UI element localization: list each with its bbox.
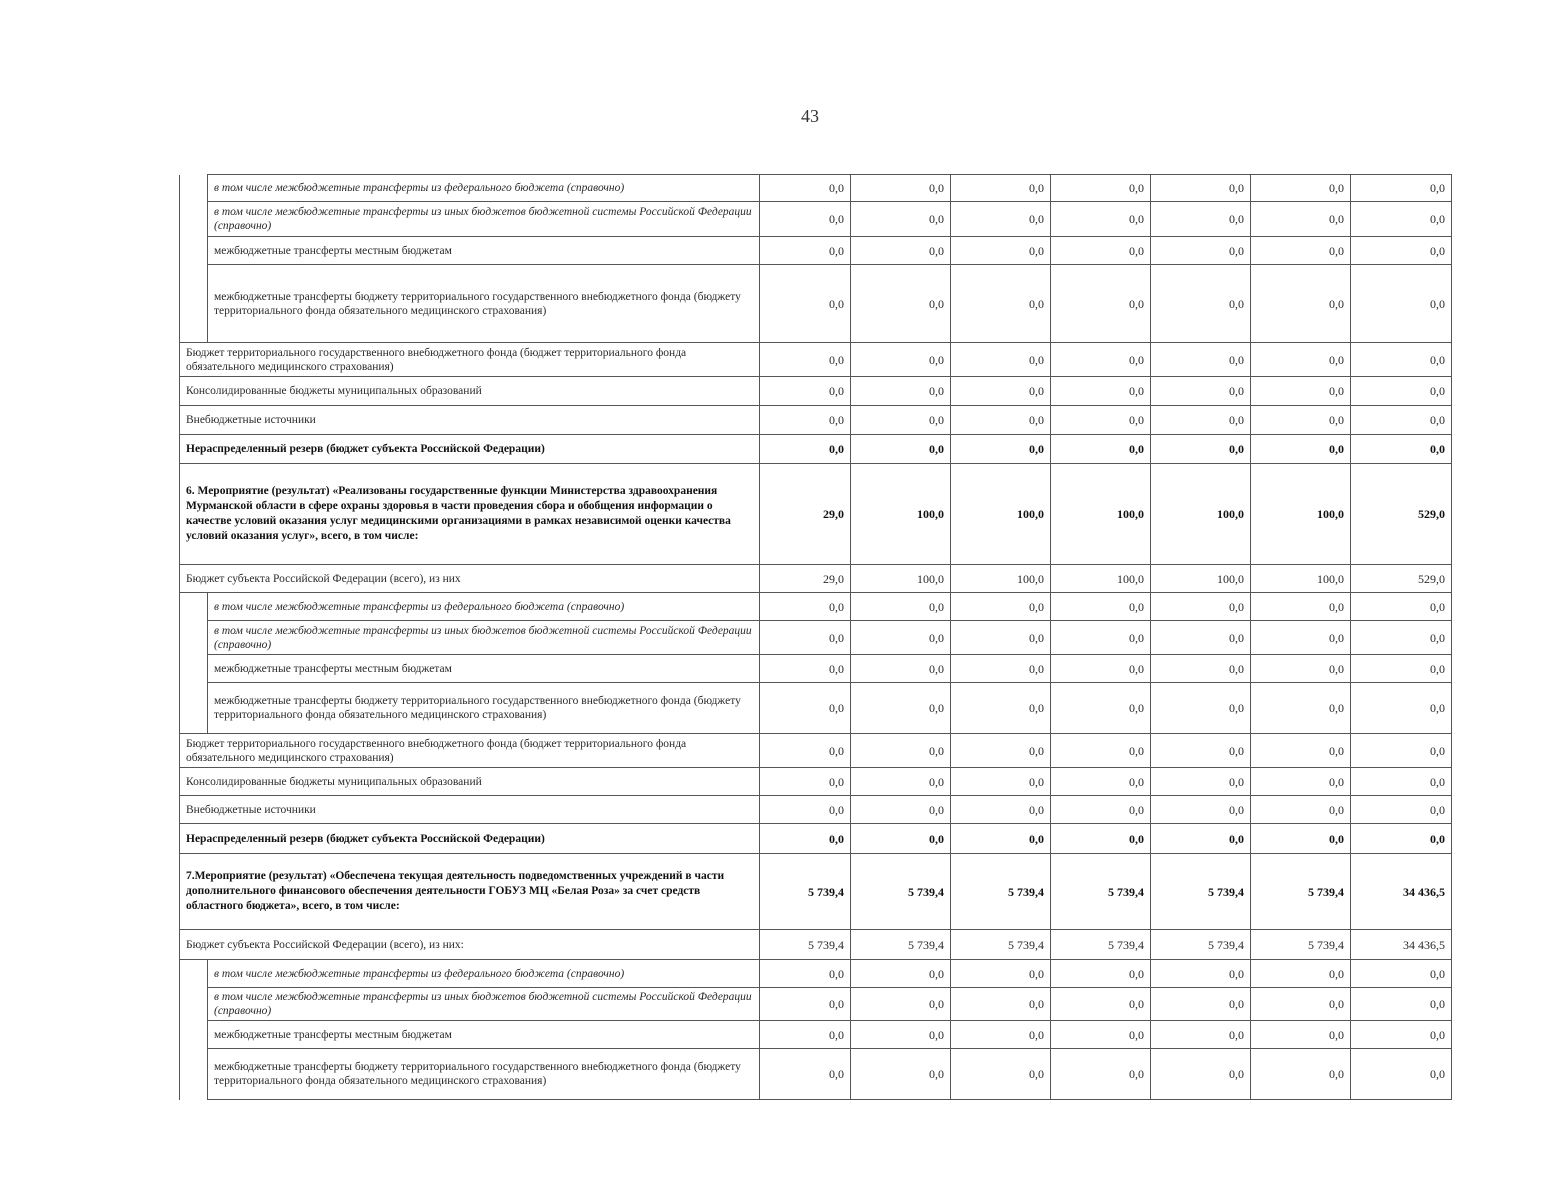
value-cell: 5 739,4: [1051, 854, 1151, 930]
indent-cell: [180, 202, 208, 237]
value-cell: 0,0: [760, 824, 851, 854]
value-cell: 0,0: [1151, 343, 1251, 377]
value-cell: 0,0: [851, 621, 951, 655]
value-cell: 5 739,4: [760, 854, 851, 930]
value-cell: 0,0: [1251, 768, 1351, 796]
row-label: межбюджетные трансферты местным бюджетам: [208, 655, 760, 683]
value-cell: 0,0: [851, 1021, 951, 1049]
table-row: [180, 1021, 1452, 1049]
value-cell: 0,0: [1351, 824, 1452, 854]
value-cell: 0,0: [1151, 824, 1251, 854]
value-cell: 0,0: [1151, 237, 1251, 265]
value-cell: 5 739,4: [1151, 854, 1251, 930]
value-cell: 29,0: [760, 464, 851, 565]
table-row: [180, 930, 1452, 960]
table-row: [180, 1049, 1452, 1100]
row-label: в том числе межбюджетные трансферты из федерального бюджета (справочно): [208, 175, 760, 202]
row-label: Консолидированные бюджеты муниципальных образований: [180, 377, 760, 406]
value-cell: 100,0: [851, 464, 951, 565]
value-cell: 0,0: [951, 237, 1051, 265]
indent-cell: [180, 621, 208, 655]
row-label: 6. Мероприятие (результат) «Реализованы государственные функции Министерства здравоохранения Мурманской области в сфере охраны здоровья в части проведения сбора и обобщения информации о качестве условий оказания услуг медицинскими организациями в рамках независимой оценки качества условий оказания услуг», всего, в том числе:: [180, 464, 760, 565]
value-cell: 0,0: [951, 435, 1051, 464]
value-cell: 5 739,4: [851, 854, 951, 930]
table-row: [180, 265, 1452, 343]
table-row: [180, 683, 1452, 734]
value-cell: 0,0: [1151, 796, 1251, 824]
table-row: [180, 377, 1452, 406]
indent-cell: [180, 960, 208, 988]
value-cell: 0,0: [760, 406, 851, 435]
value-cell: 0,0: [1351, 988, 1452, 1021]
value-cell: 100,0: [851, 565, 951, 593]
value-cell: 0,0: [1051, 683, 1151, 734]
value-cell: 0,0: [1351, 960, 1452, 988]
table-row: [180, 565, 1452, 593]
row-label: в том числе межбюджетные трансферты из иных бюджетов бюджетной системы Российской Федерации (справочно): [208, 202, 760, 237]
value-cell: 0,0: [1251, 593, 1351, 621]
value-cell: 0,0: [1151, 175, 1251, 202]
indent-cell: [180, 237, 208, 265]
value-cell: 0,0: [1151, 1021, 1251, 1049]
value-cell: 0,0: [851, 734, 951, 768]
value-cell: 0,0: [951, 683, 1051, 734]
value-cell: 5 739,4: [1151, 930, 1251, 960]
value-cell: 0,0: [951, 593, 1051, 621]
indent-cell: [180, 265, 208, 343]
value-cell: 0,0: [760, 175, 851, 202]
value-cell: 100,0: [1051, 464, 1151, 565]
value-cell: 0,0: [1051, 824, 1151, 854]
value-cell: 0,0: [1251, 796, 1351, 824]
value-cell: 0,0: [1351, 655, 1452, 683]
budget-table: [179, 174, 1452, 1100]
value-cell: 0,0: [760, 343, 851, 377]
value-cell: 0,0: [1051, 768, 1151, 796]
table-row: [180, 237, 1452, 265]
value-cell: 0,0: [1351, 343, 1452, 377]
table-row: [180, 464, 1452, 565]
value-cell: 100,0: [1151, 565, 1251, 593]
value-cell: 0,0: [951, 1021, 1051, 1049]
row-label: межбюджетные трансферты бюджету территориального государственного внебюджетного фонда (бюджету территориального фонда обязательного медицинского страхования): [208, 265, 760, 343]
value-cell: 0,0: [951, 343, 1051, 377]
value-cell: 0,0: [1151, 377, 1251, 406]
value-cell: 0,0: [1351, 621, 1452, 655]
value-cell: 0,0: [851, 655, 951, 683]
value-cell: 0,0: [951, 796, 1051, 824]
value-cell: 0,0: [760, 377, 851, 406]
row-label: Бюджет субъекта Российской Федерации (всего), из них: [180, 565, 760, 593]
table-row: [180, 343, 1452, 377]
value-cell: 0,0: [1351, 435, 1452, 464]
value-cell: 0,0: [1051, 237, 1151, 265]
value-cell: 0,0: [1251, 621, 1351, 655]
value-cell: 0,0: [1051, 960, 1151, 988]
value-cell: 0,0: [851, 237, 951, 265]
value-cell: 0,0: [951, 202, 1051, 237]
value-cell: 0,0: [1351, 377, 1452, 406]
value-cell: 0,0: [760, 593, 851, 621]
value-cell: 0,0: [1151, 406, 1251, 435]
value-cell: 0,0: [1051, 593, 1151, 621]
value-cell: 0,0: [1251, 265, 1351, 343]
value-cell: 0,0: [1051, 1049, 1151, 1100]
value-cell: 0,0: [760, 655, 851, 683]
value-cell: 0,0: [760, 768, 851, 796]
value-cell: 0,0: [1351, 734, 1452, 768]
row-label: 7.Мероприятие (результат) «Обеспечена текущая деятельность подведомственных учреждений в части дополнительного финансового обеспечения деятельности ГОБУЗ МЦ «Белая Роза» за счет средств областного бюджета», всего, в том числе:: [180, 854, 760, 930]
value-cell: 0,0: [1351, 265, 1452, 343]
table-row: [180, 960, 1452, 988]
value-cell: 0,0: [851, 593, 951, 621]
indent-cell: [180, 988, 208, 1021]
value-cell: 0,0: [760, 435, 851, 464]
table-row: [180, 175, 1452, 202]
value-cell: 0,0: [760, 621, 851, 655]
value-cell: 0,0: [1251, 824, 1351, 854]
table-row: [180, 768, 1452, 796]
value-cell: 0,0: [951, 988, 1051, 1021]
value-cell: 0,0: [1051, 435, 1151, 464]
indent-cell: [180, 683, 208, 734]
value-cell: 0,0: [1251, 343, 1351, 377]
value-cell: 0,0: [760, 988, 851, 1021]
value-cell: 0,0: [851, 377, 951, 406]
value-cell: 0,0: [851, 1049, 951, 1100]
value-cell: 0,0: [1151, 202, 1251, 237]
value-cell: 0,0: [1151, 988, 1251, 1021]
indent-cell: [180, 1049, 208, 1100]
value-cell: 0,0: [1051, 202, 1151, 237]
value-cell: 0,0: [851, 202, 951, 237]
value-cell: 0,0: [1051, 734, 1151, 768]
value-cell: 0,0: [760, 734, 851, 768]
row-label: Внебюджетные источники: [180, 796, 760, 824]
value-cell: 0,0: [851, 988, 951, 1021]
value-cell: 0,0: [1251, 377, 1351, 406]
value-cell: 0,0: [951, 734, 1051, 768]
value-cell: 0,0: [951, 960, 1051, 988]
value-cell: 0,0: [1151, 768, 1251, 796]
value-cell: 0,0: [851, 960, 951, 988]
value-cell: 0,0: [1251, 655, 1351, 683]
value-cell: 100,0: [951, 565, 1051, 593]
value-cell: 5 739,4: [1251, 854, 1351, 930]
table-row: [180, 621, 1452, 655]
table-row: [180, 435, 1452, 464]
value-cell: 0,0: [1351, 202, 1452, 237]
indent-cell: [180, 1021, 208, 1049]
value-cell: 0,0: [1351, 593, 1452, 621]
value-cell: 0,0: [1251, 1021, 1351, 1049]
value-cell: 34 436,5: [1351, 854, 1452, 930]
value-cell: 100,0: [1251, 464, 1351, 565]
value-cell: 5 739,4: [1251, 930, 1351, 960]
value-cell: 0,0: [951, 768, 1051, 796]
value-cell: 0,0: [1051, 796, 1151, 824]
value-cell: 5 739,4: [951, 854, 1051, 930]
value-cell: 0,0: [1151, 265, 1251, 343]
value-cell: 0,0: [951, 655, 1051, 683]
value-cell: 0,0: [760, 202, 851, 237]
value-cell: 529,0: [1351, 565, 1452, 593]
value-cell: 0,0: [851, 683, 951, 734]
value-cell: 5 739,4: [951, 930, 1051, 960]
value-cell: 0,0: [1151, 435, 1251, 464]
value-cell: 0,0: [1051, 343, 1151, 377]
value-cell: 0,0: [760, 960, 851, 988]
value-cell: 29,0: [760, 565, 851, 593]
value-cell: 0,0: [1251, 988, 1351, 1021]
value-cell: 0,0: [851, 343, 951, 377]
value-cell: 0,0: [1051, 988, 1151, 1021]
value-cell: 0,0: [1351, 796, 1452, 824]
table-row: [180, 796, 1452, 824]
row-label: Бюджет территориального государственного внебюджетного фонда (бюджет территориального фонда обязательного медицинского страхования): [180, 343, 760, 377]
row-label: Бюджет территориального государственного внебюджетного фонда (бюджет территориального фонда обязательного медицинского страхования): [180, 734, 760, 768]
value-cell: 529,0: [1351, 464, 1452, 565]
row-label: Внебюджетные источники: [180, 406, 760, 435]
indent-cell: [180, 655, 208, 683]
row-label: межбюджетные трансферты бюджету территориального государственного внебюджетного фонда (бюджету территориального фонда обязательного медицинского страхования): [208, 1049, 760, 1100]
value-cell: 0,0: [851, 796, 951, 824]
value-cell: 0,0: [951, 377, 1051, 406]
value-cell: 0,0: [951, 621, 1051, 655]
value-cell: 0,0: [1351, 1049, 1452, 1100]
value-cell: 0,0: [1151, 734, 1251, 768]
value-cell: 0,0: [951, 1049, 1051, 1100]
value-cell: 0,0: [1051, 655, 1151, 683]
value-cell: 0,0: [951, 265, 1051, 343]
value-cell: 0,0: [1251, 683, 1351, 734]
value-cell: 0,0: [1251, 435, 1351, 464]
value-cell: 0,0: [951, 406, 1051, 435]
value-cell: 5 739,4: [760, 930, 851, 960]
value-cell: 0,0: [851, 406, 951, 435]
value-cell: 0,0: [1151, 960, 1251, 988]
value-cell: 0,0: [1051, 1021, 1151, 1049]
value-cell: 0,0: [1351, 768, 1452, 796]
indent-cell: [180, 593, 208, 621]
table-row: [180, 854, 1452, 930]
row-label: межбюджетные трансферты местным бюджетам: [208, 237, 760, 265]
value-cell: 0,0: [1351, 1021, 1452, 1049]
row-label: межбюджетные трансферты бюджету территориального государственного внебюджетного фонда (бюджету территориального фонда обязательного медицинского страхования): [208, 683, 760, 734]
value-cell: 100,0: [1051, 565, 1151, 593]
value-cell: 0,0: [1051, 377, 1151, 406]
value-cell: 0,0: [1151, 1049, 1251, 1100]
value-cell: 0,0: [1351, 175, 1452, 202]
value-cell: 0,0: [1251, 734, 1351, 768]
value-cell: 5 739,4: [851, 930, 951, 960]
value-cell: 0,0: [1251, 202, 1351, 237]
table-row: [180, 655, 1452, 683]
value-cell: 0,0: [760, 683, 851, 734]
indent-cell: [180, 175, 208, 202]
value-cell: 0,0: [760, 265, 851, 343]
value-cell: 0,0: [760, 1021, 851, 1049]
row-label: Бюджет субъекта Российской Федерации (всего), из них:: [180, 930, 760, 960]
value-cell: 0,0: [1351, 683, 1452, 734]
page-number: 43: [801, 106, 819, 126]
value-cell: 0,0: [851, 824, 951, 854]
value-cell: 100,0: [951, 464, 1051, 565]
table-row: [180, 202, 1452, 237]
table-row: [180, 406, 1452, 435]
value-cell: 0,0: [851, 265, 951, 343]
value-cell: 0,0: [1251, 960, 1351, 988]
value-cell: 0,0: [760, 796, 851, 824]
table-row: [180, 593, 1452, 621]
value-cell: 0,0: [1151, 621, 1251, 655]
value-cell: 0,0: [1151, 655, 1251, 683]
table-row: [180, 988, 1452, 1021]
value-cell: 0,0: [1251, 175, 1351, 202]
value-cell: 0,0: [1051, 406, 1151, 435]
value-cell: 0,0: [851, 768, 951, 796]
value-cell: 0,0: [1351, 406, 1452, 435]
row-label: в том числе межбюджетные трансферты из федерального бюджета (справочно): [208, 593, 760, 621]
value-cell: 0,0: [851, 435, 951, 464]
row-label: в том числе межбюджетные трансферты из федерального бюджета (справочно): [208, 960, 760, 988]
row-label: межбюджетные трансферты местным бюджетам: [208, 1021, 760, 1049]
value-cell: 0,0: [1151, 683, 1251, 734]
value-cell: 0,0: [1251, 1049, 1351, 1100]
row-label: в том числе межбюджетные трансферты из иных бюджетов бюджетной системы Российской Федерации (справочно): [208, 988, 760, 1021]
row-label: Консолидированные бюджеты муниципальных образований: [180, 768, 760, 796]
value-cell: 100,0: [1151, 464, 1251, 565]
value-cell: 0,0: [951, 824, 1051, 854]
row-label: в том числе межбюджетные трансферты из иных бюджетов бюджетной системы Российской Федерации (справочно): [208, 621, 760, 655]
value-cell: 0,0: [1051, 265, 1151, 343]
value-cell: 0,0: [1051, 621, 1151, 655]
value-cell: 0,0: [951, 175, 1051, 202]
row-label: Нераспределенный резерв (бюджет субъекта Российской Федерации): [180, 824, 760, 854]
row-label: Нераспределенный резерв (бюджет субъекта Российской Федерации): [180, 435, 760, 464]
value-cell: 0,0: [1251, 237, 1351, 265]
value-cell: 0,0: [1051, 175, 1151, 202]
table-row: [180, 734, 1452, 768]
value-cell: 34 436,5: [1351, 930, 1452, 960]
table-row: [180, 824, 1452, 854]
value-cell: 0,0: [760, 1049, 851, 1100]
value-cell: 100,0: [1251, 565, 1351, 593]
value-cell: 5 739,4: [1051, 930, 1151, 960]
value-cell: 0,0: [1251, 406, 1351, 435]
value-cell: 0,0: [1351, 237, 1452, 265]
value-cell: 0,0: [760, 237, 851, 265]
value-cell: 0,0: [1151, 593, 1251, 621]
value-cell: 0,0: [851, 175, 951, 202]
